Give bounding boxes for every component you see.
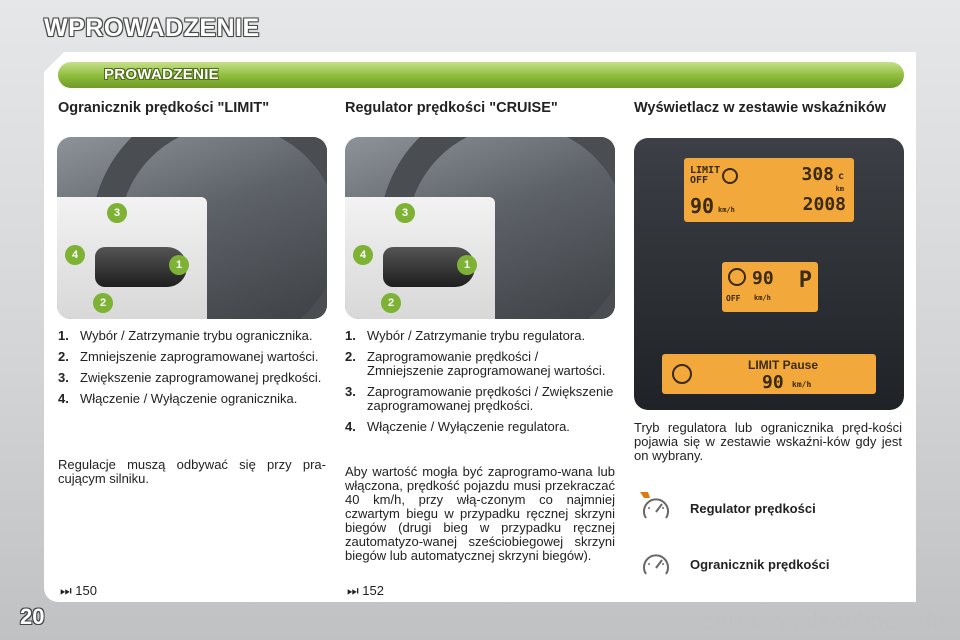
lcd2-gear: P xyxy=(798,268,812,293)
callout-4: 4 xyxy=(65,245,85,265)
speedometer-icon xyxy=(728,268,746,286)
lcd3-speed-unit: km/h xyxy=(792,380,812,389)
photo-cruise-lever xyxy=(345,137,615,319)
callout-1: 1 xyxy=(457,255,477,275)
lever-inset xyxy=(345,197,495,319)
list-item xyxy=(58,392,326,406)
lcd-speed: 90 xyxy=(690,194,715,218)
lcd3-speed: 90 xyxy=(762,372,784,393)
item-text: Zaprogramowanie prędkości / Zmniejszenie zaprogramowanej wartości. xyxy=(367,349,606,378)
item-text: Włączenie / Wyłączenie ogranicznika. xyxy=(80,391,298,406)
list-item xyxy=(345,385,615,413)
list-item xyxy=(58,371,326,385)
list-cruise xyxy=(345,329,615,441)
speedometer-icon xyxy=(722,168,738,184)
note-display: Tryb regulatora lub ogranicznika pręd-kości pojawia się w zestawie wskaźni-ków gdy jest on wybrany. xyxy=(634,420,902,463)
note-limit: Regulacje muszą odbywać się przy pra-cującym silniku. xyxy=(58,457,326,486)
lcd-screen-1 xyxy=(684,158,854,222)
list-item xyxy=(58,329,326,343)
cruise-control-icon xyxy=(638,490,674,526)
lcd-screen-2 xyxy=(722,262,818,312)
legend-cruise-label: Regulator prędkości xyxy=(690,500,816,516)
legend-limiter xyxy=(638,546,829,582)
lcd-screen-3 xyxy=(662,354,876,394)
speed-limiter-icon xyxy=(638,546,674,582)
item-number: 1. xyxy=(345,328,356,343)
lcd3-status: LIMIT Pause xyxy=(748,358,819,372)
callout-3: 3 xyxy=(395,203,415,223)
item-text: Wybór / Zatrzymanie trybu regulatora. xyxy=(367,328,586,343)
item-number: 2. xyxy=(345,349,356,364)
heading-cruise: Regulator prędkości "CRUISE" xyxy=(345,100,558,116)
callout-2: 2 xyxy=(381,293,401,313)
item-number: 1. xyxy=(58,328,69,343)
list-item xyxy=(345,329,615,343)
section-title: PROWADZENIE xyxy=(104,66,219,83)
list-item xyxy=(58,350,326,364)
callout-3: 3 xyxy=(107,203,127,223)
callout-2: 2 xyxy=(93,293,113,313)
page-title: WPROWADZENIE xyxy=(44,14,260,42)
item-number: 4. xyxy=(58,391,69,406)
item-text: Zwiększenie zaprogramowanej prędkości. xyxy=(80,370,322,385)
callout-4: 4 xyxy=(353,245,373,265)
heading-display: Wyświetlacz w zestawie wskaźników xyxy=(634,100,886,116)
lcd-odometer: 308 xyxy=(801,164,834,185)
watermark: carmanualsonline.info xyxy=(702,608,946,635)
lever-inset xyxy=(57,197,207,319)
item-text: Zmniejszenie zaprogramowanej wartości. xyxy=(80,349,319,364)
lcd-odometer-unit: c xyxy=(837,171,844,182)
list-item xyxy=(345,420,615,434)
legend-limiter-label: Ogranicznik prędkości xyxy=(690,556,830,572)
item-number: 3. xyxy=(58,370,69,385)
page-ref-limit[interactable]: ⏭ 150 xyxy=(60,583,98,598)
lcd2-speed: 90 xyxy=(752,268,774,289)
list-item xyxy=(345,350,615,378)
item-text: Włączenie / Wyłączenie regulatora. xyxy=(367,419,570,434)
note-cruise: Aby wartość mogła być zaprogramo-wana lub włączona, prędkość pojazdu musi przekraczać 40 km/h, przy włą-czonym co najmniej czwartym biegu w przypadku ręcznej skrzyni biegów (drugi bieg w przypadku ręcznej zautomatyzo-wanej sześciobiegowej skrzyni biegów lub automatycznej skrzyni biegów). xyxy=(345,464,615,563)
heading-limit: Ogranicznik prędkości "LIMIT" xyxy=(58,100,270,116)
legend-cruise xyxy=(638,490,816,526)
list-limit xyxy=(58,329,326,413)
instrument-cluster-photo xyxy=(634,138,904,410)
callout-1: 1 xyxy=(169,255,189,275)
speedometer-icon xyxy=(672,364,692,384)
item-text: Wybór / Zatrzymanie trybu ogranicznika. xyxy=(80,328,313,343)
lcd-off-text: OFF xyxy=(690,175,709,186)
item-number: 3. xyxy=(345,384,356,399)
lcd-trip-unit: km xyxy=(835,185,844,193)
lcd-speed-unit: km/h xyxy=(718,206,735,214)
lcd2-off-text: OFF xyxy=(726,294,741,303)
page-number: 20 xyxy=(20,604,45,629)
lcd-total: 2008 xyxy=(802,194,846,215)
item-number: 2. xyxy=(58,349,69,364)
lcd2-speed-unit: km/h xyxy=(754,294,771,302)
item-text: Zaprogramowanie prędkości / Zwiększenie zaprogramowanej prędkości. xyxy=(367,384,614,413)
lcd-limit-text: LIMIT xyxy=(690,165,721,176)
photo-limit-lever xyxy=(57,137,327,319)
item-number: 4. xyxy=(345,419,356,434)
page-ref-cruise[interactable]: ⏭ 152 xyxy=(347,583,385,598)
